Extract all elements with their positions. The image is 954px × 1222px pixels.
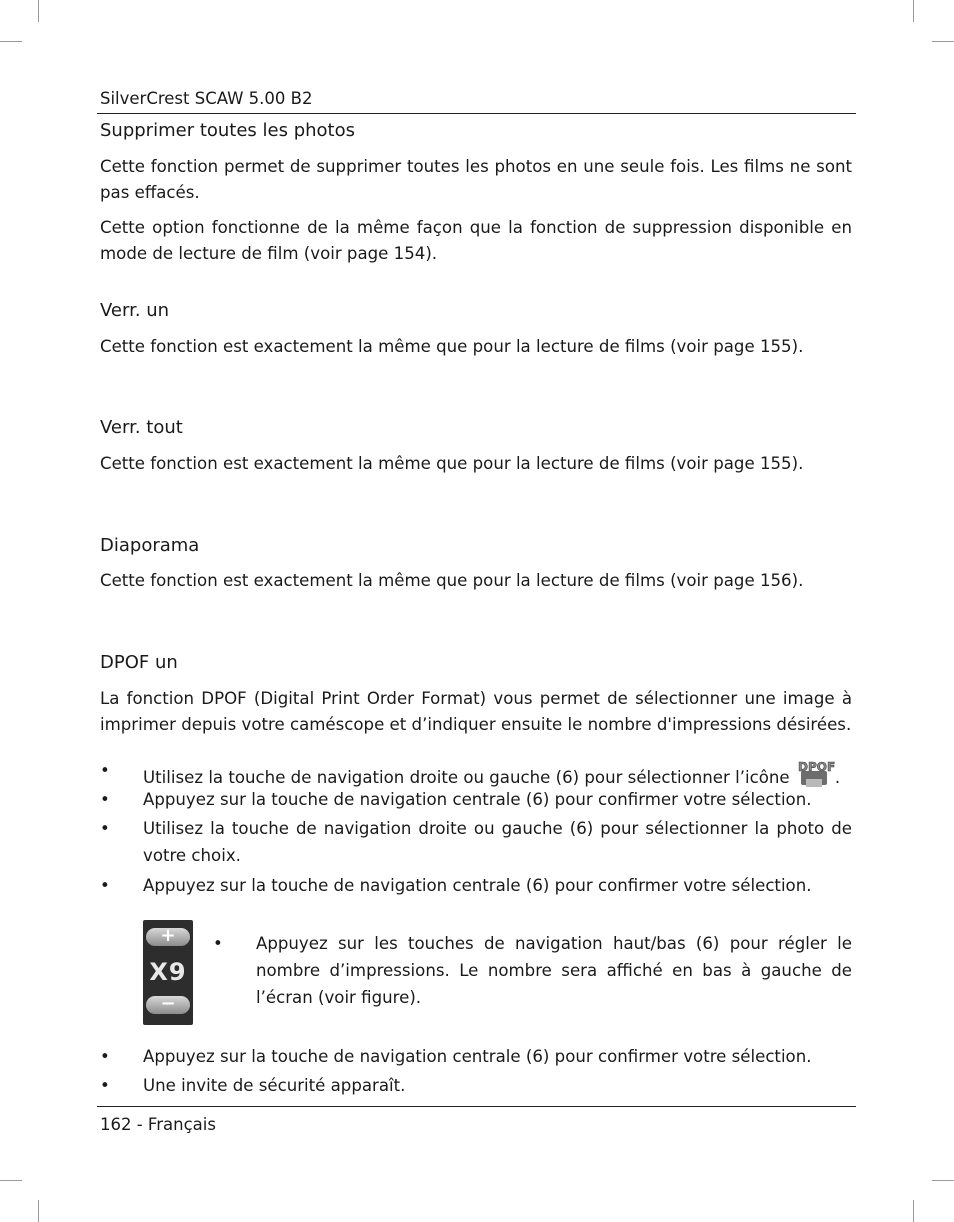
minus-icon: − <box>146 996 190 1014</box>
paragraph: Cette fonction est exactement la même que pour la lecture de films (voir page 155). <box>100 337 804 356</box>
crop-mark <box>0 41 22 42</box>
dpof-icon <box>795 757 835 789</box>
crop-mark <box>913 1200 914 1222</box>
list-item-text: Appuyez sur les touches de navigation haut/bas (6) pour régler le nombre d’impressions. Le nombre sera affiché en bas à gauche de l’écran (voir figure). <box>256 934 852 1007</box>
bullet: • <box>100 819 110 838</box>
list-item-text: Une invite de sécurité apparaît. <box>143 1076 406 1095</box>
header-rule <box>97 113 856 114</box>
dpof-icon-label: DPOF <box>797 760 835 774</box>
list-item-text: Appuyez sur la touche de navigation centrale (6) pour confirmer votre sélection. <box>143 1047 812 1066</box>
paragraph: Cette option fonctionne de la même façon que la fonction de suppression disponible en mode de lecture de film (voir page 154). <box>100 218 852 263</box>
bullet: • <box>100 1076 110 1095</box>
punctuation: . <box>834 768 841 787</box>
print-count-value: X9 <box>149 958 187 986</box>
footer-rule <box>97 1106 856 1107</box>
bullet: • <box>100 1047 110 1066</box>
paragraph: Cette fonction est exactement la même que pour la lecture de films (voir page 156). <box>100 571 804 590</box>
crop-mark <box>38 0 39 22</box>
crop-mark <box>0 1180 22 1181</box>
crop-mark <box>932 1180 954 1181</box>
section-heading: Verr. un <box>100 300 170 321</box>
section-heading: DPOF un <box>100 652 178 673</box>
list-item-text: Appuyez sur la touche de navigation centrale (6) pour confirmer votre sélection. <box>143 876 812 895</box>
page-number: 162 - Français <box>100 1115 216 1134</box>
paragraph: Cette fonction permet de supprimer toutes les photos en une seule fois. Les films ne sont pas effacés. <box>100 157 852 202</box>
section-heading: Supprimer toutes les photos <box>100 120 355 141</box>
crop-mark <box>913 0 914 22</box>
bullet: • <box>100 876 110 895</box>
bullet: • <box>213 934 223 953</box>
bullet: • <box>100 790 110 809</box>
bullet: • <box>100 761 110 780</box>
crop-mark <box>38 1200 39 1222</box>
print-count-figure <box>143 920 193 1025</box>
list-item-text: Utilisez la touche de navigation droite ou gauche (6) pour sélectionner la photo de votre choix. <box>143 819 852 865</box>
running-header: SilverCrest SCAW 5.00 B2 <box>100 89 313 108</box>
plus-icon: + <box>146 928 190 946</box>
paragraph: La fonction DPOF (Digital Print Order Format) vous permet de sélectionner une image à imprimer depuis votre caméscope et d’indiquer ensuite le nombre d'impressions désirées. <box>100 689 852 734</box>
section-heading: Diaporama <box>100 535 200 556</box>
paragraph: Cette fonction est exactement la même que pour la lecture de films (voir page 155). <box>100 454 804 473</box>
crop-mark <box>932 41 954 42</box>
list-item-text: Utilisez la touche de navigation droite ou gauche (6) pour sélectionner l’icône <box>143 768 790 787</box>
list-item-text: Appuyez sur la touche de navigation centrale (6) pour confirmer votre sélection. <box>143 790 812 809</box>
section-heading: Verr. tout <box>100 417 183 438</box>
